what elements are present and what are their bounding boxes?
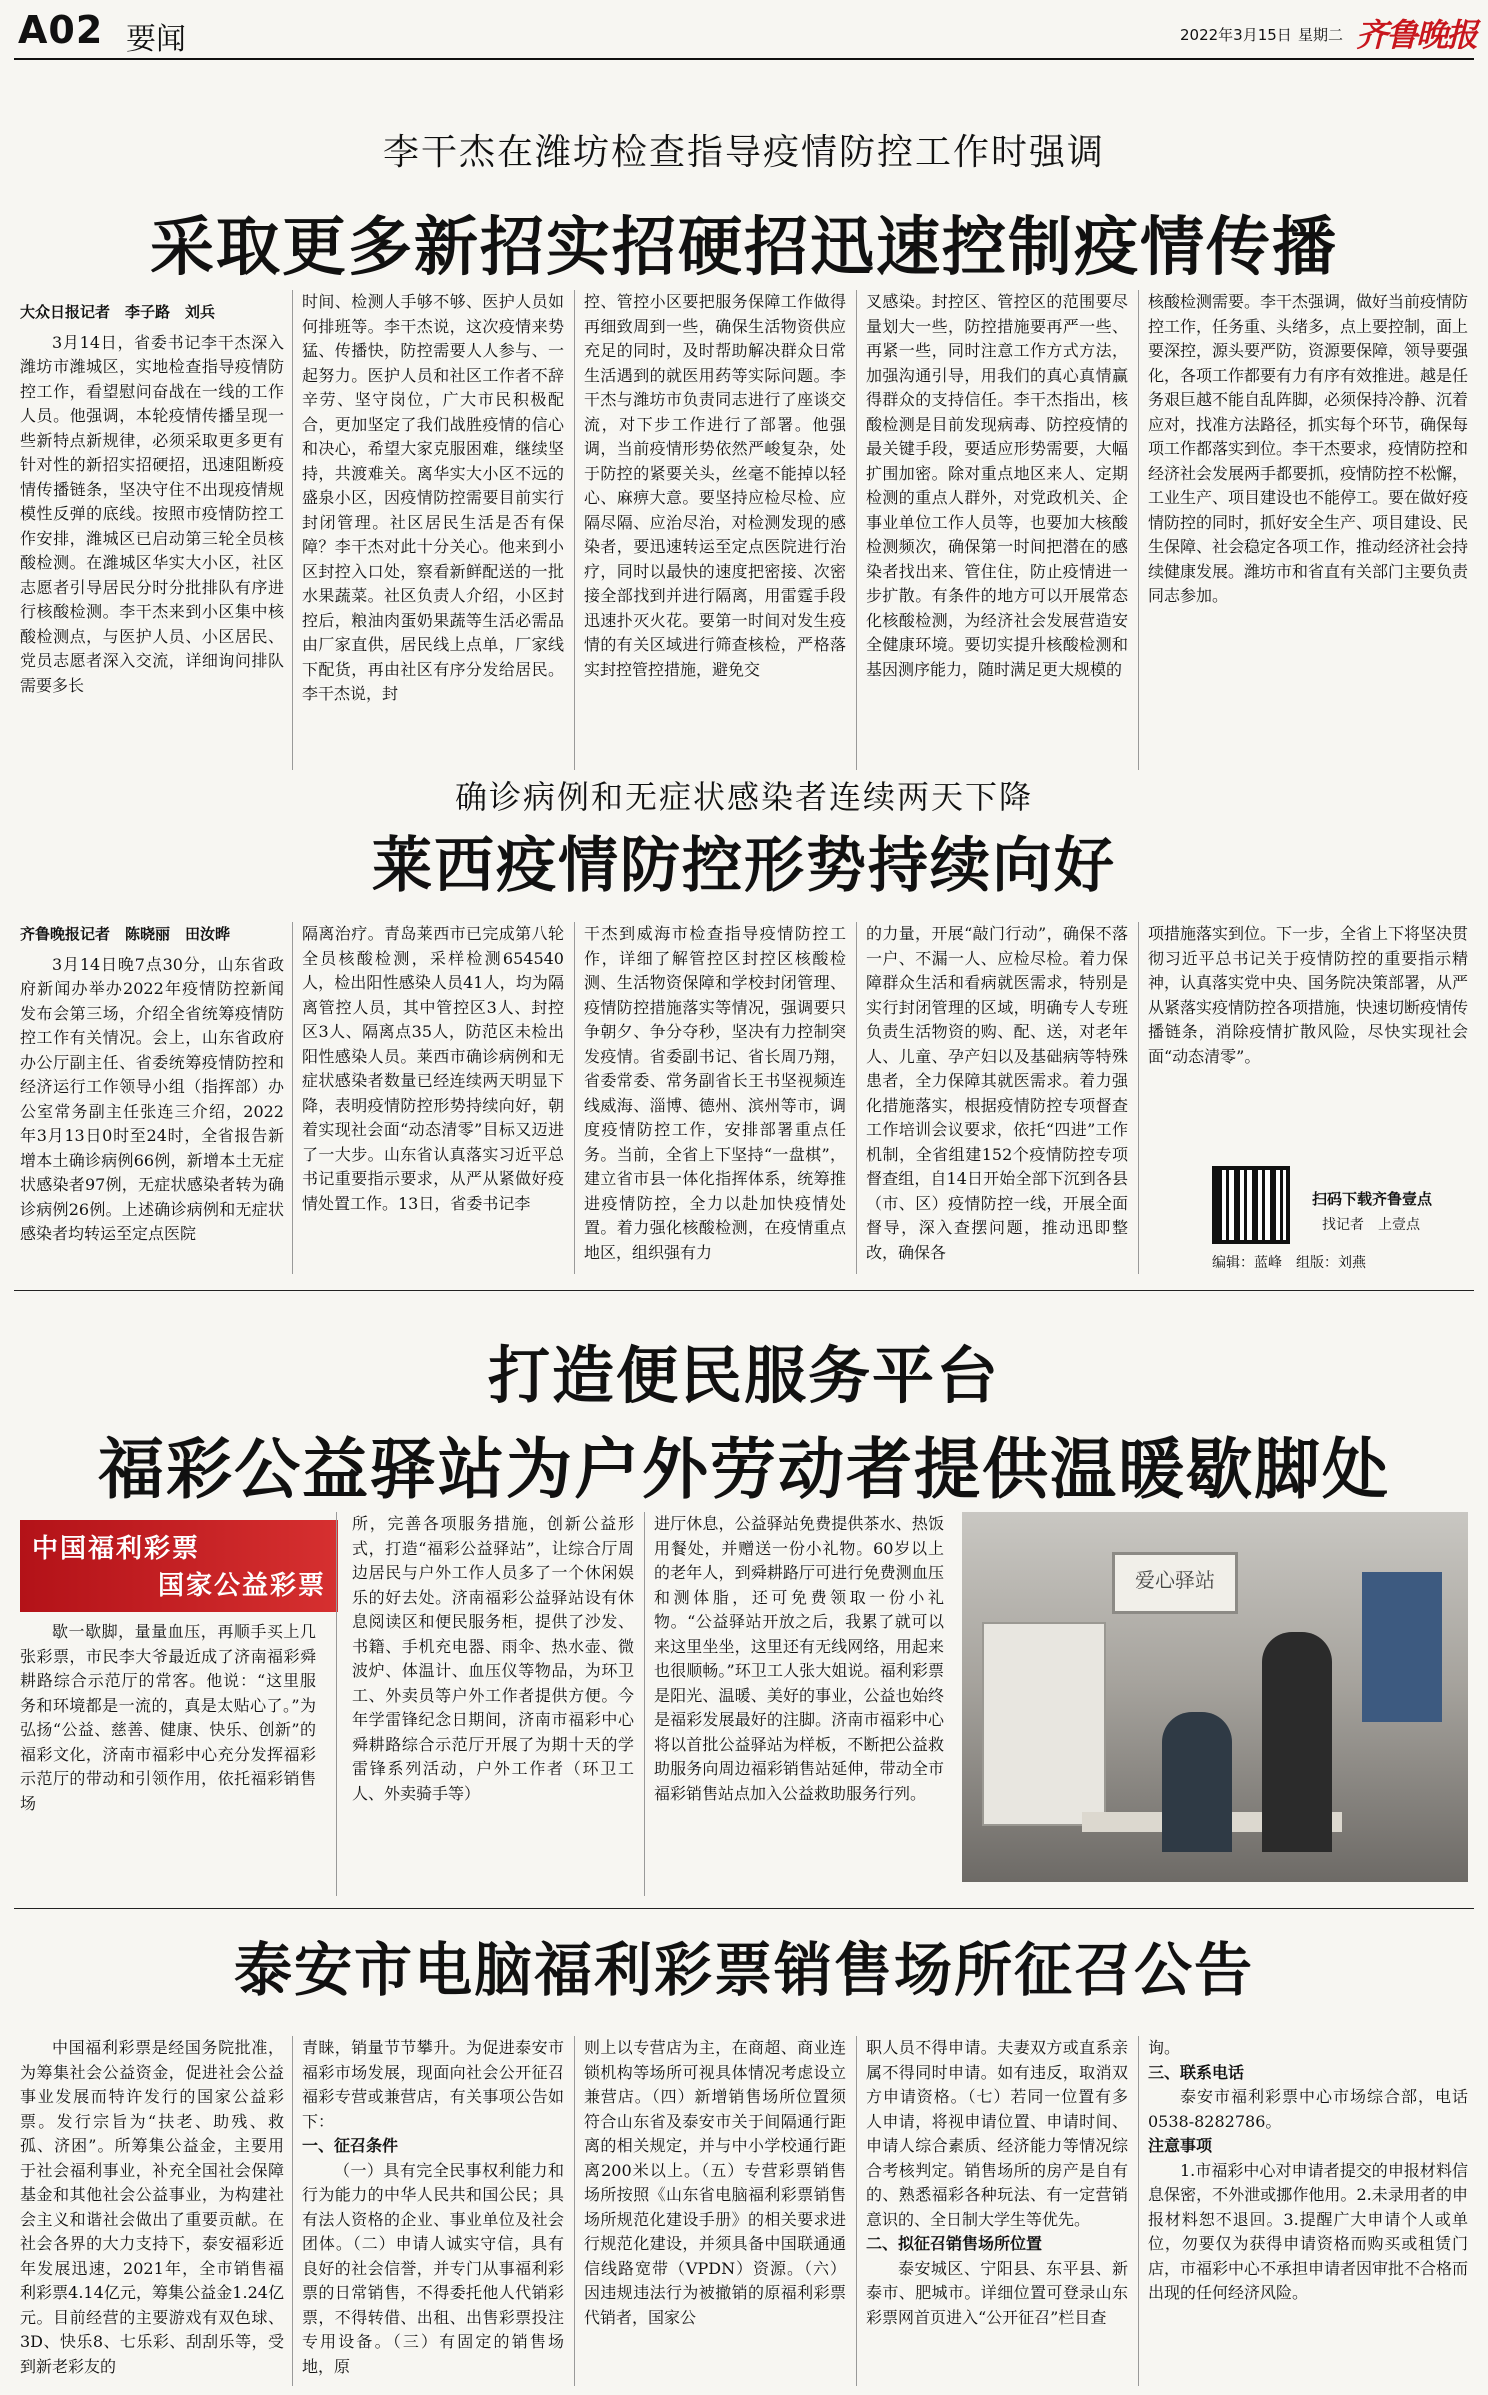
article2-byline: 齐鲁晚报记者 陈晓丽 田汝晔: [20, 925, 231, 943]
qr-label: 扫码下载齐鲁壹点: [1312, 1190, 1433, 1208]
article4-subheading: 三、联系电话: [1148, 2062, 1245, 2082]
article2-headline: 莱西疫情防控形势持续向好: [372, 831, 1116, 901]
article3-col-2: [352, 1512, 634, 1902]
page-number: A02: [18, 8, 104, 52]
article1-col-4: [866, 290, 1128, 780]
article1-col-2: [302, 290, 564, 780]
photo-sign: 爱心驿站: [1112, 1552, 1238, 1614]
article2-kicker: 确诊病例和无症状感染者连续两天下降: [454, 778, 1033, 816]
article1-byline: 大众日报记者 李子路 刘兵: [20, 303, 216, 321]
article3-text-3: 进厅休息，公益驿站免费提供茶水、热饭用餐处，并赠送一份小礼物。60岁以上的老年人，到舜耕路厅可进行免费测血压和测体脂，还可免费领取一份小礼物。“公益驿站开放之后，我累了就可以来这里坐坐，这里还有无线网络，用起来也很顺畅。”环卫工人张大姐说。福利彩票是阳光、温暖、美好的事业，公益也始终是福彩发展最好的注脚。济南市福彩中心将以首批公益驿站为样板，不断把公益救助服务向周边福彩销售站延伸，带动全市福彩销售站点加入公益救助服务行列。: [654, 1514, 944, 1803]
article4-col-3: [584, 2036, 846, 2386]
lotto-line-1: 中国福利彩票: [32, 1534, 201, 1564]
article4-subheading: 一、征召条件: [302, 2136, 399, 2155]
article3-headline-2: 福彩公益驿站为户外劳动者提供温暖歇脚处: [98, 1430, 1390, 1508]
article3-headline-1: 打造便民服务平台: [487, 1339, 1000, 1412]
article1-kicker: 李干杰在潍坊检查指导疫情防控工作时强调: [382, 132, 1105, 173]
article4-headline: 泰安市电脑福利彩票销售场所征召公告: [233, 1936, 1254, 2004]
article4-paragraph: 则上以专营店为主，在商超、商业连锁机构等场所可视具体情况考虑设立兼营店。（四）新增销售场所位置须符合山东省及泰安市关于间隔通行距离的相关规定，并与中小学校通行距离200米以上。（五）专营彩票销售场所按照《山东省电脑福利彩票销售场所规范化建设手册》的相关要求进行规范化建设，并须具备中国联通通信线路宽带（VPDN）资源。（六）因违规违法行为被撤销的原福利彩票代销者，国家公: [584, 2038, 846, 2327]
article1-text-5: 核酸检测需要。李干杰强调，做好当前疫情防控工作，任务重、头绪多，点上要控制，面上要深控，源头要严防，资源要保障，领导要强化，各项工作都要有力有序有效推进。越是任务艰巨越不能自乱阵脚，必须保持冷静、沉着应对，找准方法路径，抓实每个环节，确保每项工作都落实到位。李干杰要求，疫情防控和经济社会发展两手都要抓，疫情防控不松懈，工业生产、项目建设也不能停工。要在做好疫情防控的同时，抓好安全生产、项目建设、民生保障、社会稳定各项工作，推动经济社会持续健康发展。潍坊市和省直有关部门主要负责同志参加。: [1148, 292, 1468, 605]
article4-col-1: [20, 2036, 284, 2386]
article4-paragraph: 青睐，销量节节攀升。为促进泰安市福彩市场发展，现面向社会公开征召福彩专营或兼营店，有关事项公告如下：: [302, 2038, 564, 2131]
article1-col-3: [584, 290, 846, 780]
article1-col-1: [20, 300, 284, 780]
article3-col-1: [20, 1620, 316, 1900]
article2-col-2: [302, 922, 564, 1282]
article2-text-5: 项措施落实到位。下一步，全省上下将坚决贯彻习近平总书记关于疫情防控的重要指示精神，认真落实党中央、国务院决策部署，从严从紧落实疫情防控各项措施，快速切断疫情传播链条，消除疫情扩散风险，尽快实现社会面“动态清零”。: [1148, 924, 1468, 1066]
photo-seated-worker: [1162, 1712, 1232, 1852]
article2-text-1: 3月14日晚7点30分，山东省政府新闻办举办2022年疫情防控新闻发布会第三场，介绍全省统筹疫情防控工作有关情况。会上，山东省政府办公厅副主任、省委统筹疫情防控和经济运行工作领导小组（指挥部）办公室常务副主任张连三介绍，2022年3月13日0时至24时，全省报告新增本土确诊病例66例，新增本土无症状感染者97例，无症状感染者转为确诊病例26例。上述确诊病例和无症状感染者均转运至定点医院: [20, 954, 284, 1243]
article3-text-1: 歇一歇脚，量量血压，再顺手买上几张彩票，市民李大爷最近成了济南福彩舜耕路综合示范厅的常客。他说：“这里服务和环境都是一流的，真是太贴心了。”为弘扬“公益、慈善、健康、快乐、创新”的福彩文化，济南市福彩中心充分发挥福彩示范厅的带动和引领作用，依托福彩销售场: [20, 1622, 316, 1813]
article4-subheading: 二、拟征召销售场所位置: [866, 2234, 1043, 2253]
article1-text-2: 时间、检测人手够不够、医护人员如何排班等。李干杰说，这次疫情来势猛、传播快，防控需要人人参与、一起努力。医护人员和社区工作者不辞辛劳、坚守岗位，广大市民积极配合，更加坚定了我们战胜疫情的信心和决心，希望大家克服困难，继续坚持，共渡难关。离华实大小区不远的盛泉小区，因疫情防控需要目前实行封闭管理。社区居民生活是否有保障？李干杰对此十分关心。他来到小区封控入口处，察看新鲜配送的一批水果蔬菜。社区负责人介绍，小区封控后，粮油肉蛋奶果蔬等生活必需品由厂家直供，居民线上点单，厂家线下配货，再由社区有序分发给居民。李干杰说，封: [302, 292, 564, 703]
photo-standing-person: [1262, 1632, 1332, 1852]
article4-col-4: [866, 2036, 1128, 2386]
article2-col-1: [20, 922, 284, 1282]
section-name: 要闻: [126, 22, 186, 57]
article4-paragraph: 职人员不得申请。夫妻双方或直系亲属不得同时申请。如有违反，取消双方申请资格。（七）若同一位置有多人申请，将视申请位置、申请时间、申请人综合素质、经济能力等情况综合考核判定。销售场所的房产是自有的、熟悉福彩各种玩法、有一定营销意识的、全日制大学生等优先。: [866, 2038, 1128, 2229]
article3-col-3: [654, 1512, 944, 1902]
article4-paragraph: 中国福利彩票是经国务院批准，为筹集社会公益资金，促进社会公益事业发展而特许发行的国家公益彩票。发行宗旨为“扶老、助残、救孤、济困”。所筹集公益金，主要用于社会福利事业，补充全国社会保障基金和其他社会公益事业，为构建社会主义和谐社会做出了重要贡献。在社会各界的大力支持下，泰安福彩近年发展迅速，2021年，全市销售福利彩票4.14亿元，筹集公益金1.24亿元。目前经营的主要游戏有双色球、3D、快乐8、七乐彩、刮刮乐等，受到新老彩友的: [20, 2038, 284, 2376]
article1-text-4: 叉感染。封控区、管控区的范围要尽量划大一些，防控措施要再严一些、再紧一些，同时注意工作方式方法，加强沟通引导，用我们的真心真情赢得群众的支持信任。李干杰指出，核酸检测是目前发现病毒、防控疫情的最关键手段，要适应形势需要，大幅扩围加密。除对重点地区来人、定期检测的重点人群外，对党政机关、企事业单位工作人员等，也要加大核酸检测频次，确保第一时间把潜在的感染者找出来、管住住，防止疫情进一步扩散。有条件的地方可以开展常态化核酸检测，为经济社会发展营造安全健康环境。要切实提升核酸检测和基因测序能力，随时满足更大规模的: [866, 292, 1128, 679]
article1-headline: 采取更多新招实招硬招迅速控制疫情传播: [150, 210, 1338, 285]
qr-credit: 找记者 上壹点: [1322, 1217, 1420, 1233]
article4-subheading: 注意事项: [1148, 2136, 1213, 2155]
qr-code[interactable]: [1212, 1166, 1290, 1244]
article3-text-2: 所，完善各项服务措施，创新公益形式，打造“福彩公益驿站”，让综合厅周边居民与户外工作人员多了一个休闲娱乐的好去处。济南福彩公益驿站设有休息阅读区和便民服务柜，提供了沙发、书籍、手机充电器、雨伞、热水壶、微波炉、体温计、血压仪等物品，为环卫工、外卖员等户外工作者提供方便。今年学雷锋纪念日期间，济南市福彩中心舜耕路综合示范厅开展了为期十天的学雷锋系列活动，户外工作者（环卫工人、外卖骑手等）: [352, 1514, 634, 1803]
lotto-line-2: 国家公益彩票: [157, 1571, 326, 1601]
article4-paragraph: 泰安城区、宁阳县、东平县、新泰市、肥城市。详细位置可登录山东彩票网首页进入“公开征召”栏目查: [866, 2258, 1128, 2327]
article4-paragraph: 泰安市福利彩票中心市场综合部，电话0538-8282786。: [1148, 2087, 1468, 2131]
article2-col-4: [866, 922, 1128, 1282]
photo-welfare-station: [962, 1512, 1468, 1882]
editors-credit: 编辑：蓝峰 组版：刘燕: [1212, 1255, 1366, 1271]
photo-cabinet: [982, 1622, 1106, 1826]
article1-col-5: [1148, 290, 1468, 780]
newspaper-logo: 齐鲁晚报: [1356, 16, 1477, 54]
article4-paragraph: （一）具有完全民事权利能力和行为能力的中华人民共和国公民；具有法人资格的企业、事业单位及社会团体。（二）申请人诚实守信，具有良好的社会信誉，并专门从事福利彩票的日常销售，不得委托他人代销彩票，不得转借、出租、出售彩票投注专用设备。（三）有固定的销售场地，原: [302, 2160, 564, 2376]
photo-poster: [1362, 1572, 1442, 1722]
article1-text-3: 控、管控小区要把服务保障工作做得再细致周到一些，确保生活物资供应充足的同时，及时帮助解决群众日常生活遇到的就医用药等实际问题。李干杰与潍坊市负责同志进行了座谈交流，对下步工作进行了部署。他强调，当前疫情形势依然严峻复杂，处于防控的紧要关头，丝毫不能掉以轻心、麻痹大意。要坚持应检尽检、应隔尽隔、应治尽治，对检测发现的感染者，要迅速转运至定点医院进行治疗，同时以最快的速度把密接、次密接全部找到并进行隔离，用雷霆手段迅速扑灭火花。要第一时间对发生疫情的有关区域进行筛查核检，严格落实封控管控措施，避免交: [584, 292, 846, 679]
header-rule: [14, 58, 1474, 60]
article4-col-2: [302, 2036, 564, 2386]
article4-col-5: [1148, 2036, 1468, 2386]
welfare-lottery-logo: [20, 1520, 338, 1612]
article1-text-1: 3月14日，省委书记李干杰深入潍坊市潍城区，实地检查指导疫情防控工作，看望慰问奋战在一线的工作人员。他强调，本轮疫情传播呈现一些新特点新规律，必须采取更多更有针对性的新招实招硬招，迅速阻断疫情传播链条，坚决守住不出现疫情规模性反弹的底线。按照市疫情防控工作安排，潍城区已启动第三轮全员核酸检测。在潍城区华实大小区，社区志愿者引导居民分时分批排队有序进行核酸检测。李干杰来到小区集中核酸检测点，与医护人员、小区居民、党员志愿者深入交流，详细询问排队需要多长: [20, 332, 284, 695]
article4-paragraph: 询。: [1148, 2038, 1181, 2057]
section-divider-2: [14, 1908, 1474, 1909]
article2-text-2: 隔离治疗。青岛莱西市已完成第八轮全员核酸检测，采样检测654540人，检出阳性感染人员41人，均为隔离管控人员，其中管控区3人、封控区3人、隔离点35人，防范区未检出阳性感染人员。莱西市确诊病例和无症状感染者数量已经连续两天明显下降，表明疫情防控形势持续向好，朝着实现社会面“动态清零”目标又迈进了一大步。山东省认真落实习近平总书记重要指示要求，从严从紧做好疫情处置工作。13日，省委书记李: [302, 924, 564, 1213]
article4-paragraph: 1.市福彩中心对申请者提交的申报材料信息保密，不外泄或挪作他用。2.未录用者的申报材料恕不退回。3.提醒广大申请个人或单位，勿要仅为获得申请资格而购买或租赁门店，市福彩中心不承担申请者因审批不合格而出现的任何经济风险。: [1148, 2160, 1468, 2302]
article2-col-3: [584, 922, 846, 1282]
article2-text-4: 的力量，开展“敲门行动”，确保不落一户、不漏一人、应检尽检。着力保障群众生活和看病就医需求，特别是实行封闭管理的区域，明确专人专班负责生活物资的购、配、送，对老年人、儿童、孕产妇以及基础病等特殊患者，全力保障其就医需求。着力强化措施落实，根据疫情防控专项督查工作培训会议要求，依托“四进”工作机制，全省组建152个疫情防控专项督查组，自14日开始全部下沉到各县（市、区）疫情防控一线，开展全面督导，深入查摆问题，推动迅即整改，确保各: [866, 924, 1128, 1262]
issue-weekday: 星期二: [1298, 26, 1344, 44]
article2-text-3: 干杰到威海市检查指导疫情防控工作，详细了解管控区封控区核酸检测、生活物资保障和学校封闭管理、疫情防控措施落实等情况，强调要只争朝夕、争分夺秒，坚决有力控制突发疫情。省委副书记、省长周乃翔，省委常委、常务副省长王书坚视频连线威海、淄博、德州、滨州等市，调度疫情防控工作，安排部署重点任务。当前，全省上下坚持“一盘棋”，建立省市县一体化指挥体系，统筹推进疫情防控，全力以赴加快疫情处置。着力强化核酸检测，在疫情重点地区，组织强有力: [584, 924, 846, 1262]
issue-date: 2022年3月15日: [1180, 26, 1292, 44]
article2-col-5: [1148, 922, 1468, 1152]
section-divider-1: [14, 1290, 1474, 1291]
